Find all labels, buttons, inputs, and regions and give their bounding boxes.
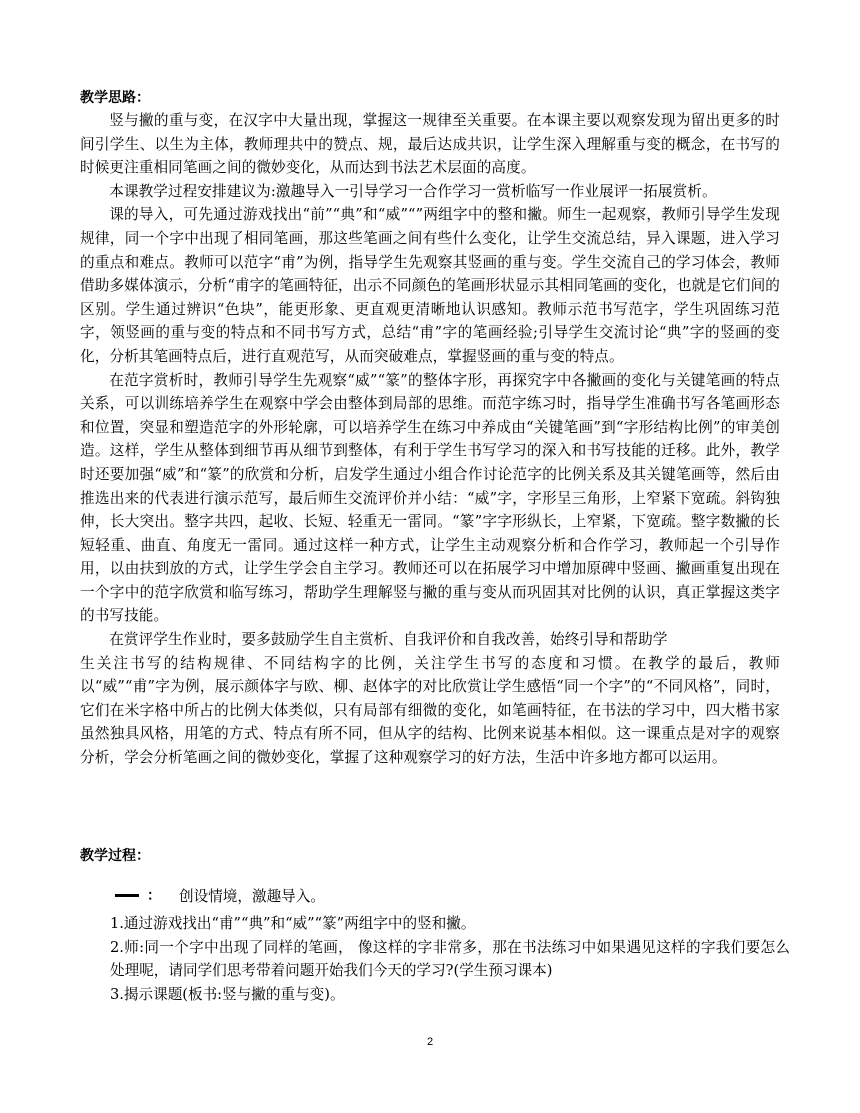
step-one-colon: ： (147, 888, 161, 904)
section-heading-thinking: 教学思路： (80, 90, 150, 106)
paragraph: 课的导入，可先通过游戏找出“前”“典”和“威”“”两组字中的整和撇。师生一起观察，教师引导学生发现规律，同一个字中出现了相同笔画，那这些笔画之间有些什么变化，让学生交流总结，异入课题，进入学习的重点和难点。教师可以范字“甫”为例，指导学生先观察其竖画的重与变。学生交流自己的学习体会，教师借助多媒体演示，分析“甫字的笔画特征，出示不同颜色的笔画形状显示其相同笔画的变化，也就是它们间的区别。学生通过辨识“色块”，能更形象、更直观更清晰地认识感知。教师示范书写范字，学生巩固练习范字，领竖画的重与变的特点和不同书写方式，总结“甫”字的笔画经验;引导学生交流讨论“典”字的竖画的变化，分析其笔画特点后，进行直观范写，从而突破难点，掌握竖画的重与变的特点。 (80, 206, 780, 365)
teaching-thinking-section (80, 88, 780, 770)
paragraph: 在赏评学生作业时，要多鼓励学生自主赏析、自我评价和自我改善，始终引导和帮助学 (109, 631, 668, 649)
paragraph: 在范字赏析时，教师引导学生先观察“威”“篆”的整体字形，再探究字中各撇画的变化与关键笔画的特点关系，可以训练培养学生在观察中学会由整体到局部的思维。而范字练习时，指导学生准确书写各笔画形态和位置，突显和塑造范字的外形轮廓，可以培养学生在练习中养成由“关键笔画”到“字形结构比例”的审美创造。这样，学生从整体到细节再从细节到整体，有利于学生书写学习的深入和书写技能的迁移。此外，教学时还要加强“威”和“篆”的欣赏和分析，启发学生通过小组合作讨论范字的比例关系及其关键笔画等，然后由推选出来的代表进行演示范写，最后师生交流评价并小结：“威”字，字形呈三角形，上窄紧下宽疏。斜钩独伸，长大突出。整字共四，起收、长短、轻重无一雷同。“篆”字字形纵长，上窄紧，下宽疏。整字数撇的长短轻重、曲直、角度无一雷同。通过这样一种方式，让学生主动观察分析和合作学习，教师起一个引导作用，以由扶到放的方式，让学生学会自主学习。教师还可以在拓展学习中增加原碑中竖画、撇画重复出现在一个字中的范字欣赏和临写练习，帮助学生理解竖与撇的重与变从而巩固其对比例的认识，真正掌握这类字的书写技能。 (80, 371, 780, 625)
section-heading-process: 教学过程： (80, 848, 150, 864)
paragraph: 本课教学过程安排建议为:激趣导入一引导学习一合作学习一赏析临写一作业展评一拓展赏析。 (109, 182, 717, 200)
paragraph-continuation: 生关注书写的结构规律、不同结构字的比例，关注学生书写的态度和习惯。在教学的最后，教师以“威”“甫”字为例，展示颜体字与欧、柳、赵体字的对比欣赏让学生感悟“同一个字”的“不同风格”，同时，它们在米字格中所占的比例大体类似，只有局部有细微的变化，如笔画特征，在书法的学习中，四大楷书家虽然独具风格，用笔的方式、特点有所不同，但从字的结构、比例来说基本相似。这一课重点是对字的观察分析，学会分析笔画之间的微妙变化，掌握了这种观察学习的好方法，生活中许多地方都可以运用。 (80, 654, 780, 767)
list-item: 2.师:同一个字中出现了同样的笔画， 像这样的字非常多，那在书法练习中如果遇见这样的字我们要怎么处理呢，请同学们思考带着问题开始我们今天的学习?(学生预习课本) (110, 938, 790, 980)
step-one-label: 创设情境，激趣导入。 (179, 887, 325, 905)
list-item: 3.揭示课题(板书:竖与撇的重与变)。 (110, 985, 345, 1003)
step-one-numeral-mark (115, 894, 139, 897)
list-item: 1.通过游戏找出“甫”“典”和“威”“篆”两组字中的竖和撇。 (110, 915, 476, 932)
step-one-row (115, 883, 325, 907)
teaching-process-section (80, 846, 780, 866)
page-number: 2 (426, 1036, 434, 1048)
paragraph: 竖与撇的重与变，在汉字中大量出现，掌握这一规律至关重要。在本课主要以观察发现为留出更多的时间引学生、以生为主体，教师理共中的赞点、规，最后达成共识，让学生深入理解重与变的概念，在书写的时候更注重相同笔画之间的微妙变化，从而达到书法艺术层面的高度。 (80, 112, 780, 177)
process-list (110, 912, 790, 1006)
